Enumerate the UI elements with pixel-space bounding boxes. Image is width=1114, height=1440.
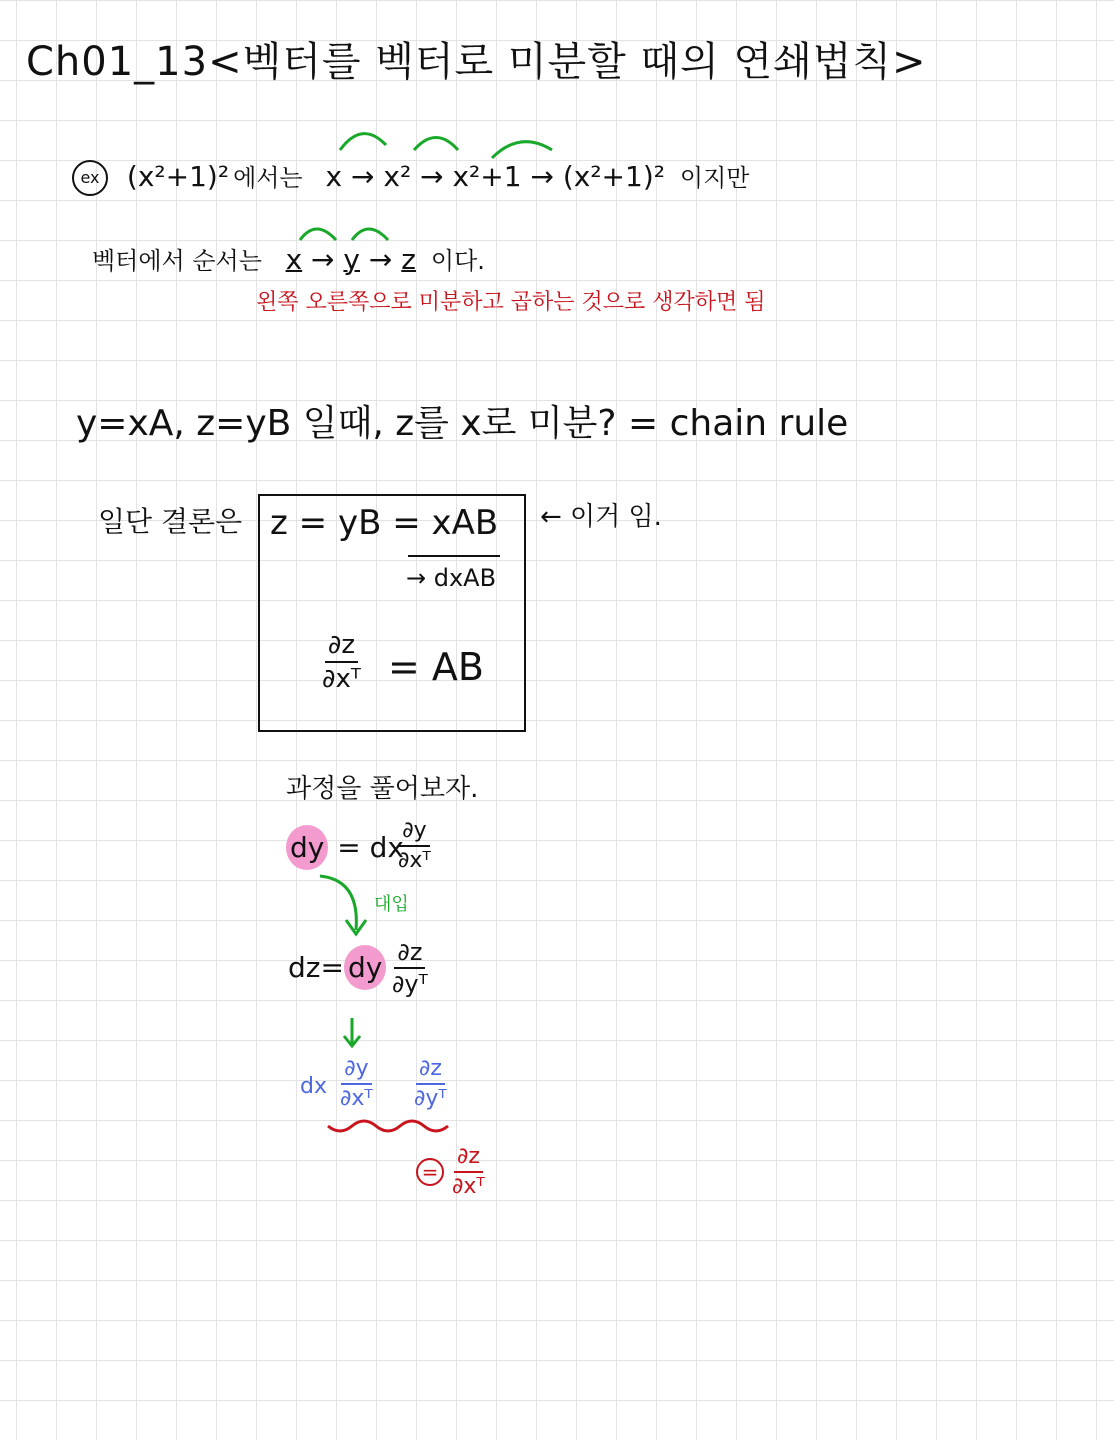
chain-item: (x²+1)² (562, 160, 665, 193)
result-line-2: → dxAB (406, 564, 497, 592)
fraction-numerator: ∂y (341, 1058, 371, 1085)
highlight-dy: dy (286, 825, 328, 870)
substitute-label: 대입 (374, 894, 409, 915)
fraction-denominator: ∂xᵀ (340, 1086, 373, 1111)
example-marker: ex (72, 160, 108, 196)
vector-suffix: 이다. (430, 247, 485, 275)
arrow-note: ← 이거 임. (540, 502, 662, 532)
fraction-denominator: ∂xᵀ (398, 848, 431, 873)
green-arc (352, 229, 388, 240)
example-suffix-1: 에서는 (233, 164, 303, 192)
fraction-denominator: ∂xᵀ (452, 1174, 485, 1199)
fraction-numerator: ∂z (325, 632, 358, 663)
green-arc (492, 142, 552, 158)
chain-arrow: → (351, 160, 375, 193)
question-line: y=xA, z=yB 일때, z를 x로 미분? = chain rule (76, 403, 849, 444)
fraction-denominator: ∂yᵀ (392, 970, 428, 998)
green-arc (300, 229, 336, 240)
vector-prefix: 벡터에서 순서는 (92, 247, 262, 275)
chain-item: x² (383, 160, 412, 193)
chain-item: x (325, 160, 343, 193)
chain-item: z (401, 243, 416, 276)
chain-arrow: → (311, 243, 335, 276)
eq2-mid: = (320, 951, 344, 984)
chain-arrow: → (530, 160, 554, 193)
fraction-denominator: ∂xᵀ (322, 664, 361, 694)
chain-item: x²+1 (452, 160, 522, 193)
process-label: 과정을 풀어보자. (286, 774, 479, 804)
eq3-pre: dx (300, 1074, 327, 1099)
example-suffix-2: 이지만 (679, 164, 750, 192)
page-title: Ch01_13<벡터를 벡터로 미분할 때의 연쇄법칙> (26, 39, 927, 85)
chain-item: x (285, 243, 303, 276)
chain-arrow: → (368, 243, 393, 276)
fraction-denominator: ∂yᵀ (414, 1086, 447, 1111)
red-note: 왼쪽 오른쪽으로 미분하고 곱하는 것으로 생각하면 됨 (256, 290, 766, 315)
fraction-numerator: ∂z (454, 1146, 483, 1173)
fraction-numerator: ∂y (399, 820, 429, 847)
eq4-equals: = (416, 1158, 444, 1186)
example-expression: (x²+1)² (126, 160, 230, 193)
highlight-dy: dy (344, 945, 386, 990)
fraction-numerator: ∂z (416, 1058, 445, 1085)
green-arc (340, 134, 386, 150)
eq2-lhs: dz (288, 951, 321, 984)
result-line-1: z = yB = xAB (270, 503, 499, 543)
eq1-mid: = dx (337, 831, 404, 864)
green-arrow (320, 876, 356, 930)
fraction-numerator: ∂z (394, 940, 425, 969)
result-rhs: = AB (388, 645, 484, 689)
chain-arrow: → (420, 160, 444, 193)
chain-item: y (343, 243, 360, 276)
green-arc (414, 138, 458, 151)
red-wavy-underline (328, 1121, 448, 1131)
result-label: 일단 결론은 (98, 505, 243, 538)
